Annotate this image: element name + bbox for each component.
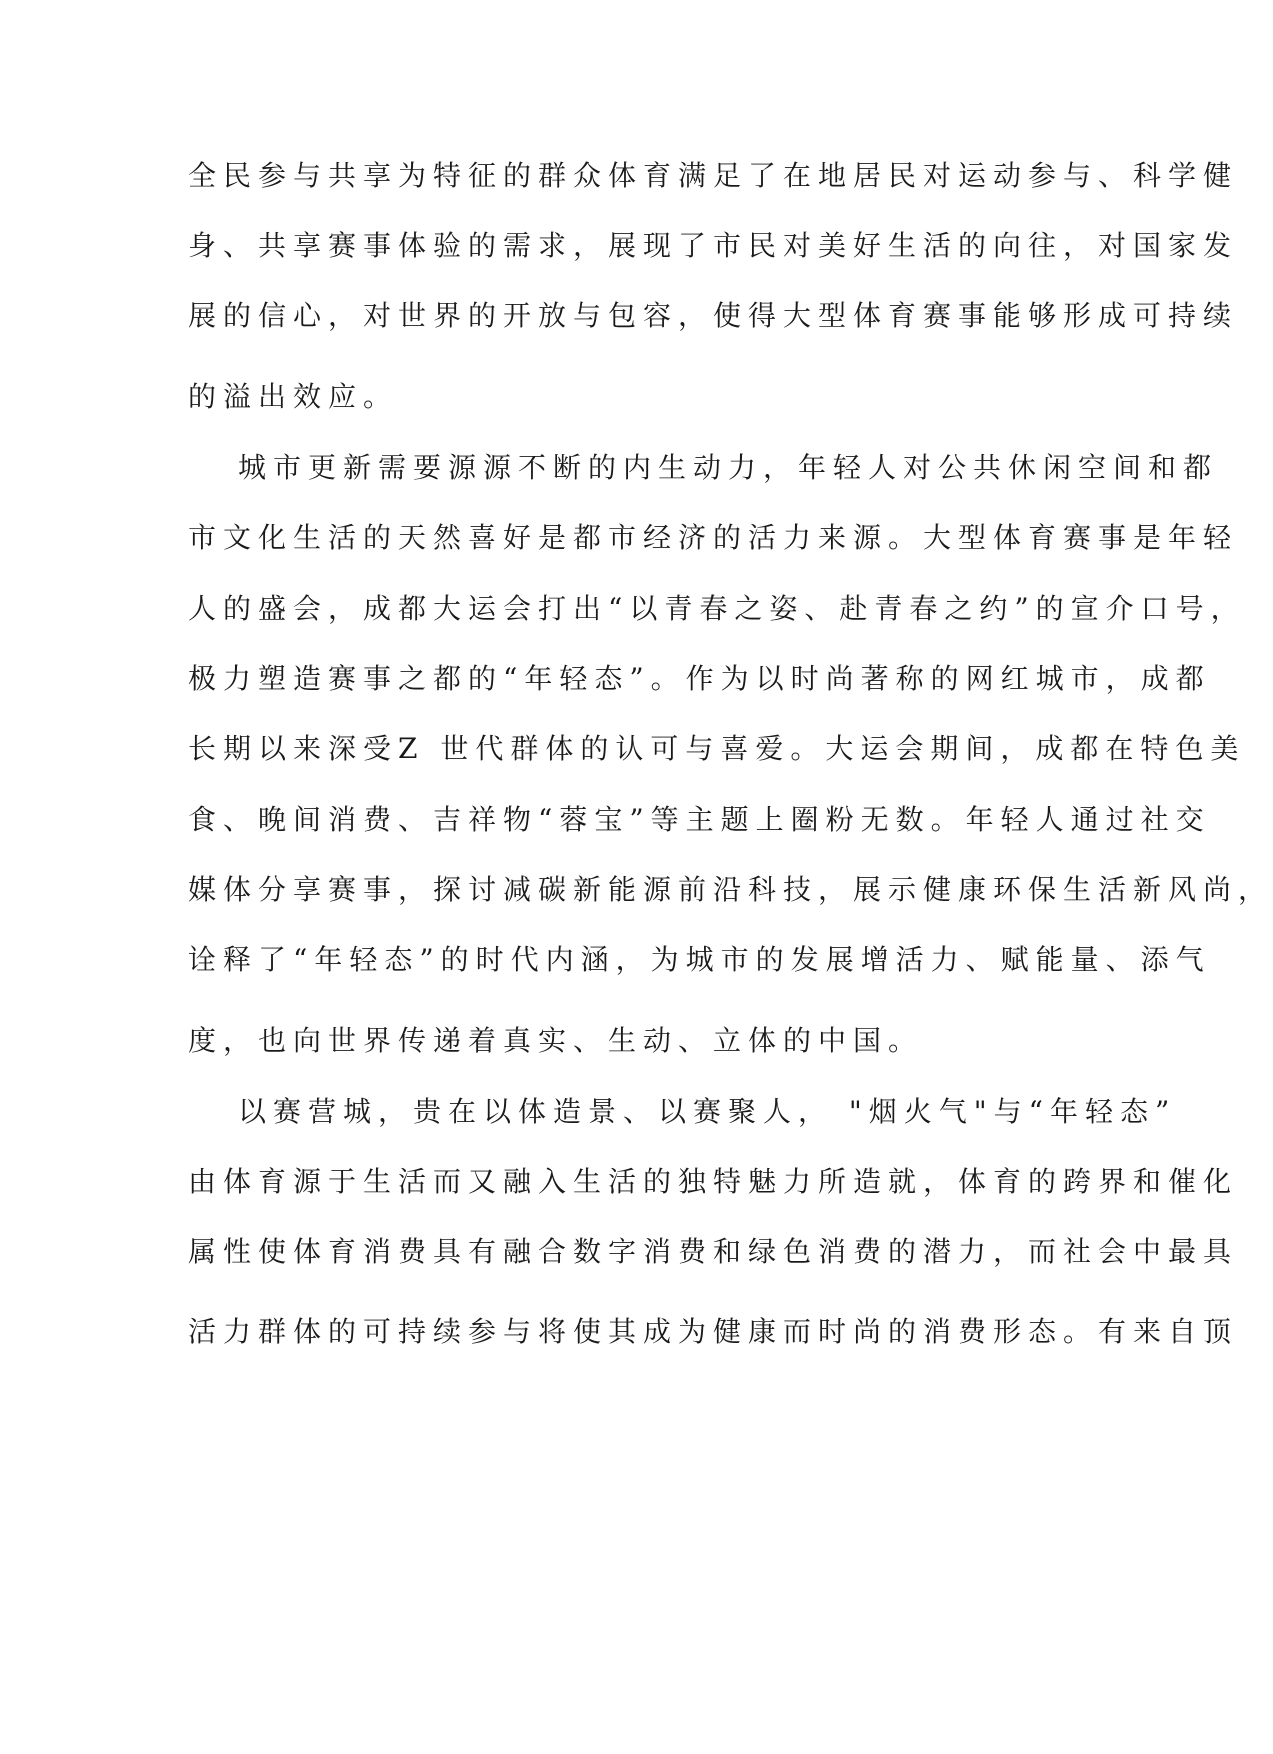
paragraph-1-line-3: 展的信心，对世界的开放与包容，使得大型体育赛事能够形成可持续 bbox=[188, 299, 1239, 332]
paragraph-2-line-5: 长期以来深受Z 世代群体的认可与喜爱。大运会期间，成都在特色美 bbox=[188, 732, 1246, 765]
paragraph-2-line-8: 诠释了“年轻态”的时代内涵，为城市的发展增活力、赋能量、添气 bbox=[188, 943, 1211, 976]
paragraph-2-line-6: 食、晚间消费、吉祥物“蓉宝”等主题上圈粉无数。年轻人通过社交 bbox=[188, 803, 1211, 836]
paragraph-1-line-2: 身、共享赛事体验的需求，展现了市民对美好生活的向往，对国家发 bbox=[188, 229, 1239, 262]
paragraph-3-line-2: 由体育源于生活而又融入生活的独特魅力所造就，体育的跨界和催化 bbox=[188, 1165, 1239, 1198]
paragraph-2-line-4: 极力塑造赛事之都的“年轻态”。作为以时尚著称的网红城市，成都 bbox=[188, 662, 1211, 695]
paragraph-3-line-1: 以赛营城，贵在以体造景、以赛聚人， "烟火气"与“年轻态” bbox=[238, 1095, 1177, 1128]
paragraph-2-line-7: 媒体分享赛事，探讨减碳新能源前沿科技，展示健康环保生活新风尚， bbox=[188, 873, 1273, 906]
paragraph-3-line-4: 活力群体的可持续参与将使其成为健康而时尚的消费形态。有来自顶 bbox=[188, 1315, 1239, 1348]
paragraph-1-line-4: 的溢出效应。 bbox=[188, 380, 399, 413]
paragraph-2-line-2: 市文化生活的天然喜好是都市经济的活力来源。大型体育赛事是年轻 bbox=[188, 521, 1239, 554]
paragraph-2-line-3: 人的盛会，成都大运会打出“以青春之姿、赴青春之约”的宣介口号， bbox=[188, 592, 1246, 625]
paragraph-1-line-1: 全民参与共享为特征的群众体育满足了在地居民对运动参与、科学健 bbox=[188, 159, 1239, 192]
paragraph-2-line-1: 城市更新需要源源不断的内生动力，年轻人对公共休闲空间和都 bbox=[238, 451, 1219, 484]
paragraph-3-line-3: 属性使体育消费具有融合数字消费和绿色消费的潜力，而社会中最具 bbox=[188, 1235, 1239, 1268]
paragraph-2-line-9: 度，也向世界传递着真实、生动、立体的中国。 bbox=[188, 1024, 924, 1057]
